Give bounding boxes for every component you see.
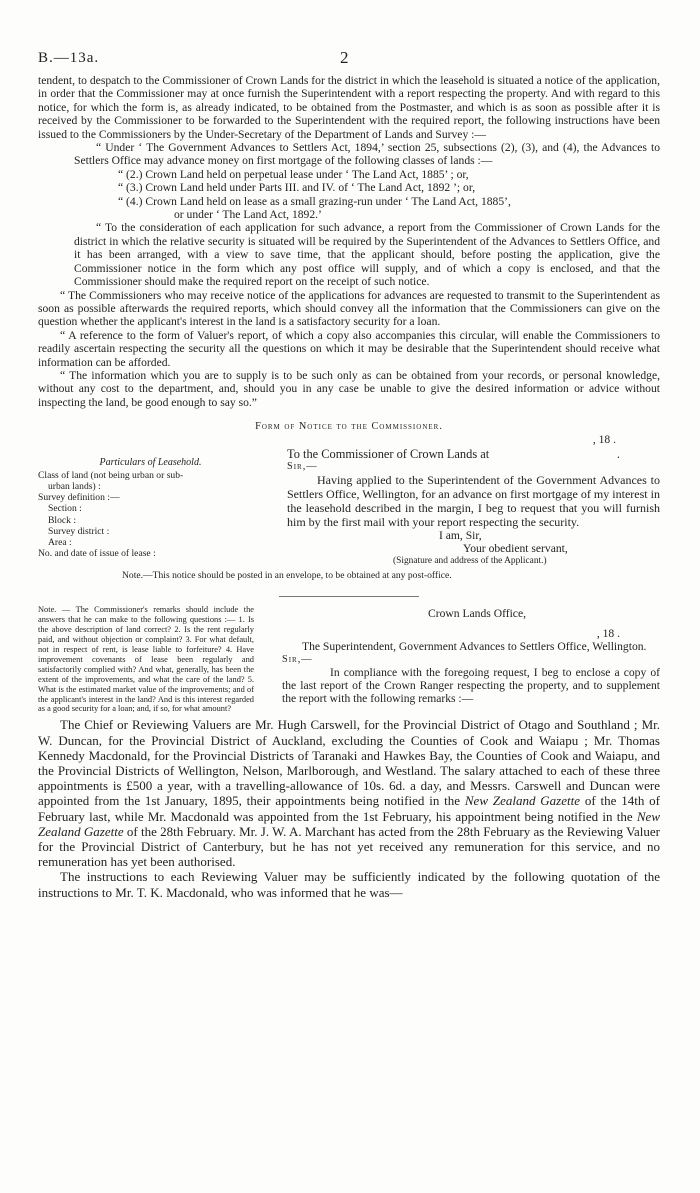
notice-salutation: Sir,— [287,460,318,472]
notice-addressee-row [287,447,660,461]
quote-item-3: “ (3.) Crown Land held under Parts III. and IV. of ‘ The Land Act, 1892 ’; or, [118,181,476,195]
valuers-text-3: of the 28th February. Mr. J. W. A. Marchant has acted from the 28th February as the Reviewing Valuer for the Provincial District of Canterbury, but he has not yet received any remuneration for this service, and no remuneration has yet been authorised. [38,823,660,870]
section-divider [279,596,419,597]
notice-addressee-end: . [616,446,620,461]
gazette-reference-2: New Zealand Gazette [38,808,660,839]
valuers-paragraph [38,717,660,869]
particulars-line: No. and date of issue of lease : [38,548,156,560]
leasehold-particulars [38,449,243,568]
particulars-line: Survey district : [48,525,110,537]
final-paragraph: The instructions to each Reviewing Valuer may be sufficiently indicated by the following quotation of the instructions to Mr. T. K. Macdonald, who was informed that he was— [38,869,660,900]
page-header [38,34,660,74]
quote-paragraph-2: “ To the consideration of each application for such advance, a report from the Commissioner of Crown Lands for the district in which the relative security is situated will be required by the Superintendent of the Advances to Settlers Office, and it has been arranged, with a view to save time, that the applicant should, before posting the application, give the Commissioner notice in the form which any post office will supply, and of which a copy is enclosed, and that the Commissioner should make the required report on the receipt of such notice. [74,221,660,289]
intro-paragraph: tendent, to despatch to the Commissioner of Crown Lands for the district in which the leasehold is situated a notice of the application, in order that the Commissioner may at once furnish the Superintendent with a report respecting the property. And with regard to this notice, for which the form is, as already indicated, to be obtained from the Postmaster, and which is as soon as possible after it is received by the Commissioner to be forwarded to the Superintendent with the required report, the following instructions have been issued to the Commissioners by the Under-Secretary of the Department of Lands and Survey :— [38,74,660,141]
circular-quote [38,141,660,288]
reply-letter [254,605,660,714]
reply-office: Crown Lands Office, [428,607,526,621]
remarks-note: Note. — The Commissioner's remarks should include the answers that he can make to the following questions :— 1. Is the above description of land correct? 2. Is the rent regularly paid, and without objection or complaint? 3. For what default, not in respect of rent, is lease liable to forfeiture? 4. Have improvement covenants of lease been regularly and satisfactorily complied with? And what, generally, has been the extent of the improvements, and what the care of the land? 5. What is the estimated market value of the improvements; and of the applicant's interest in the land? And is this interest regarded as a good security for a loan; and, if so, for what amount? [38,605,254,714]
reply-addressee: The Superintendent, Government Advances to Settlers Office, Wellington. [302,640,647,654]
particulars-line: Class of land (not being urban or sub- [38,469,184,481]
quote-paragraph-4: “ A reference to the form of Valuer's report, of which a copy also accompanies this circular, will enable the Commissioners to readily ascertain respecting the security all the questions on which it may be desirable that the Superintendent should receive what information can be afforded. [38,328,660,369]
notice-closing-2: Your obedient servant, [463,541,568,555]
gazette-reference-1: New Zealand Gazette [464,793,580,809]
particulars-line: Survey definition :— [38,492,120,504]
notice-footnote: Note.—This notice should be posted in an envelope, to be obtained at any post-office. [122,570,452,582]
notice-addressee: To the Commissioner of Crown Lands at [287,446,490,461]
particulars-line: urban lands) : [48,480,101,492]
notice-letter [243,446,660,568]
quote-item-4-continued: or under ‘ The Land Act, 1892.’ [174,208,322,222]
commissioner-reply [38,605,660,714]
quote-paragraph-5: “ The information which you are to supply is to be such only as can be obtained from your records, or personal knowledge, without any cost to the department, and, should you in any case be unable to give the desired information or advice without inspecting the land, be good enough to say so.” [38,368,660,409]
remarks-note-column [38,605,254,714]
page-number: 2 [340,48,349,67]
notice-closing-1: I am, Sir, [439,528,482,542]
particulars-line: Area : [48,536,72,548]
valuers-text-2: of the 14th of February last, while Mr. Macdonald was appointed from the 1st February, his appointment being notified in the [38,793,661,824]
notice-signature: (Signature and address of the Applicant.) [393,556,547,567]
document-page [38,34,660,900]
quote-item-4: “ (4.) Crown Land held on lease as a small grazing-run under ‘ The Land Act, 1885’, [118,194,511,208]
quote-paragraph-3: “ The Commissioners who may receive notice of the applications for advances are requested to transmit to the Superintendent as soon as possible afterwards the required reports, which should convey all the information that the Commissioners can give on the question whether the applicant's interest in the land is a satisfactory security for a loan. [38,288,660,329]
reply-body: In compliance with the foregoing request, I beg to enclose a copy of the last report of the Crown Ranger respecting the property, and to supplement the report with the following remarks :— [282,665,660,706]
reply-date-line: , 18 . [596,626,620,640]
valuers-text-1: The Chief or Reviewing Valuers are Mr. Hugh Carswell, for the Provincial District of Otago and Southland ; Mr. W. Duncan, for the Provincial District of Auckland, excluding the Counties of Cook and Waiapu ; Mr. Thomas Kennedy Macdonald, for the Provincial Districts of Taranaki and Hawkes Bay, the Counties of Cook and Waiapu, and the Provincial Districts of Wellington, Nelson, Marlborough, and Westland. The salary attached to each of these three appointments is £500 a year, with a travelling-allowance of 10s. 6d. a day, and Messrs. Carswell and Duncan were appointed from the 1st January, 1895, their appointments being notified in the [38,717,660,809]
notice-form [38,446,660,568]
notice-body: Having applied to the Superintendent of the Government Advances to Settlers Office, Wellington, for an advance on first mortgage of my interest in the leasehold described in the margin, I beg to request that you will furnish him by the first mail with your report respecting the security. [287,472,660,529]
particulars-line: Section : [48,503,82,515]
document-code: B.—13a. [38,50,100,66]
particulars-line: Block : [48,514,76,526]
reply-salutation: Sir,— [282,653,313,665]
quote-paragraph-1: “ Under ‘ The Government Advances to Settlers Act, 1894,’ section 25, subsections (2), (3), and (4), the Advances to Settlers Office may advance money on first mortgage of the following classes of lands :— [74,141,660,168]
quote-item-2: “ (2.) Crown Land held on perpetual lease under ‘ The Land Act, 1885’ ; or, [118,167,469,181]
form-title: Form of Notice to the Commissioner. [255,421,443,433]
particulars-heading: Particulars of Leasehold. [99,456,202,468]
form-date-line: , 18 . [592,433,616,447]
